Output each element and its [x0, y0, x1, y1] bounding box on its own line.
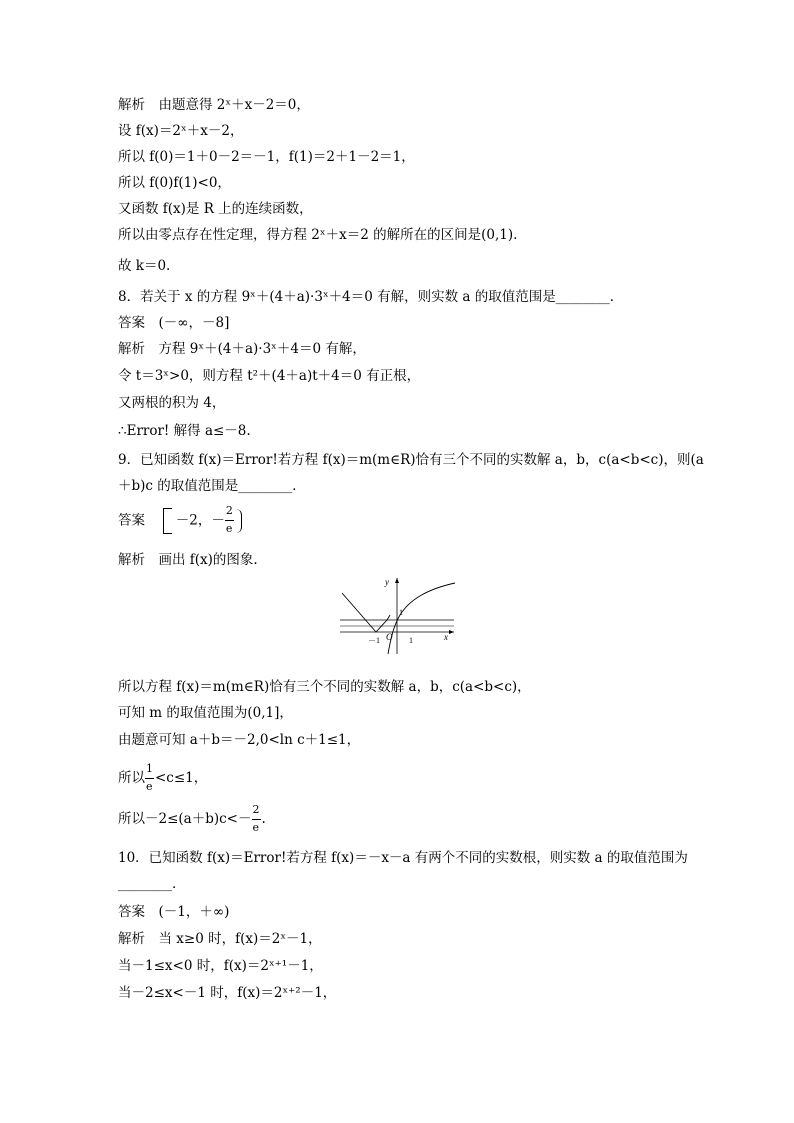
- fraction: $\frac{2}{e}$: [252, 802, 260, 834]
- question-9-cont: ＋b)c 的取值范围是________．: [118, 478, 306, 494]
- text-line: 当－2≤x<－1 时，f(x)＝2ˣ⁺²－1，: [118, 985, 337, 1001]
- text-line: 所以 f(0)f(1)<0，: [118, 175, 231, 191]
- text-line: 解析 画出 f(x)的图象.: [118, 552, 258, 568]
- fraction-line-1: 所以 $\frac{1}{e}$ <c≤1，: [118, 761, 208, 793]
- answer-content: －2，－: [175, 512, 225, 529]
- text-line: 解析 方程 9ˣ＋(4＋a)·3ˣ＋4＝0 有解，: [118, 341, 366, 357]
- text-line: ∴Error! 解得 a≤－8.: [118, 423, 251, 439]
- tick-neg1: －1: [368, 636, 380, 645]
- fraction-line-2: 所以－2≤(a＋b)c<－ $\frac{2}{e}$ .: [118, 802, 266, 834]
- answer-10: 答案 (－1，＋∞): [118, 904, 230, 920]
- text-line: 所以由零点存在性定理，得方程 2ˣ＋x＝2 的解所在的区间是(0,1).: [118, 227, 518, 243]
- function-graph: [338, 575, 458, 655]
- text-line: 令 t＝3ˣ>0，则方程 t²＋(4＋a)t＋4＝0 有正根，: [118, 368, 421, 384]
- question-8: 8．若关于 x 的方程 9ˣ＋(4＋a)·3ˣ＋4＝0 有解，则实数 a 的取值范围是________．: [118, 289, 624, 305]
- question-10-cont: ________．: [118, 876, 186, 892]
- text-line: 解析 由题意得 2ˣ＋x－2＝0，: [118, 97, 310, 113]
- x-axis-label: x: [444, 632, 448, 642]
- text-line: 由题意可知 a＋b＝－2,0<ln c＋1≤1，: [118, 732, 361, 748]
- text-line: 设 f(x)＝2ˣ＋x－2，: [118, 123, 244, 139]
- answer-label: 答案: [118, 512, 145, 529]
- question-10: 10．已知函数 f(x)＝Error!若方程 f(x)＝－x－a 有两个不同的实数根，则实数 a 的取值范围为: [118, 850, 688, 866]
- origin-label: O: [386, 632, 393, 642]
- left-bracket: [163, 508, 172, 534]
- tick-y1: 1: [399, 608, 403, 617]
- text-line: 当－1≤x<0 时，f(x)＝2ˣ⁺¹－1，: [118, 958, 323, 974]
- answer-8: 答案 (－∞，－8]: [118, 315, 230, 331]
- text-line: 又两根的积为 4，: [118, 395, 226, 411]
- text-line: 所以 f(0)＝1＋0－2＝－1，f(1)＝2＋1－2＝1，: [118, 149, 415, 165]
- log-branch: [388, 583, 455, 654]
- text-line: 所以方程 f(x)＝m(m∈R)恰有三个不同的实数解 a，b，c(a<b<c)，: [118, 679, 531, 695]
- question-9: 9．已知函数 f(x)＝Error!若方程 f(x)＝m(m∈R)恰有三个不同的实数解 a，b，c(a<b<c)，则(a: [118, 452, 704, 468]
- fraction: $\frac{1}{e}$: [146, 761, 153, 793]
- text-line: 故 k＝0.: [118, 258, 171, 274]
- y-axis-label: y: [385, 577, 389, 587]
- text-line: 又函数 f(x)是 R 上的连续函数，: [118, 201, 313, 217]
- right-paren: [236, 509, 242, 533]
- text-line: 可知 m 的取值范围为(0,1]，: [118, 705, 293, 721]
- text-line: 解析 当 x≥0 时，f(x)＝2ˣ－1，: [118, 931, 322, 947]
- fraction: $\frac{2}{e}$: [225, 504, 233, 535]
- tick-1: 1: [409, 636, 413, 645]
- answer-9: [118, 504, 242, 535]
